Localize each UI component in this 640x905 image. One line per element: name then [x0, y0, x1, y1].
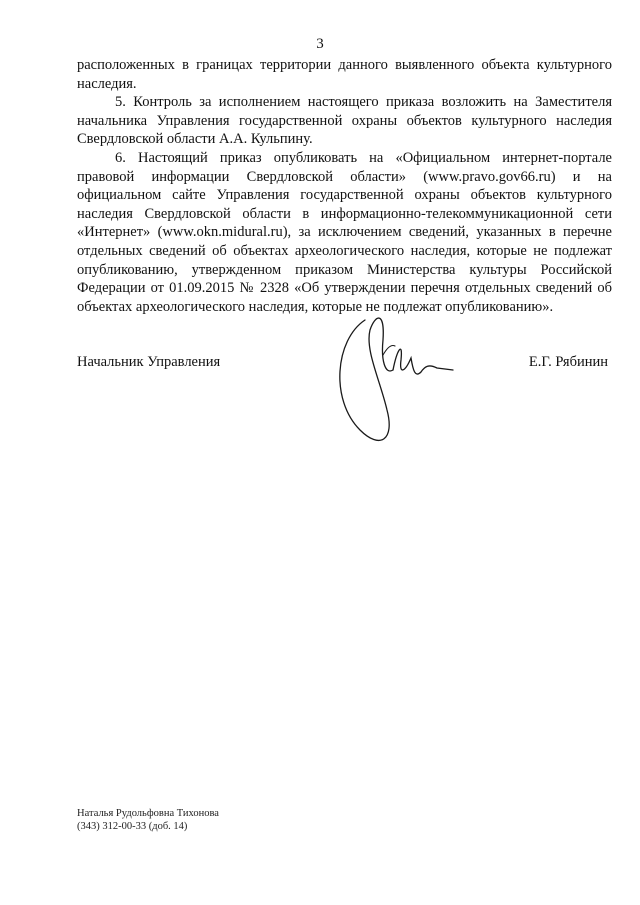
- footer-contact: [77, 807, 219, 833]
- paragraph-continuation: расположенных в границах территории данного выявленного объекта культурного наследия.: [77, 57, 612, 92]
- page-number: 3: [316, 36, 324, 52]
- paragraph-6: 6. Настоящий приказ опубликовать на «Официальном интернет-портале правовой информации Свердловской области» (www.pravo.gov66.ru) и на официальном сайте Управления государственной охраны объектов культурного наследия Свердловской области в информационно-телекоммуникационной сети «Интернет» (www.okn.midural.ru), за исключением сведений, указанных в перечне отдельных сведений об объектах археологического наследия, которые не подлежат опубликованию, утвержденном приказом Министерства культуры Российской Федерации от 01.09.2015 № 2328 «Об утверждении перечня отдельных сведений об объектах археологического наследия, которые не подлежат опубликованию».: [77, 149, 612, 315]
- document-body: [77, 56, 612, 316]
- paragraph-5: 5. Контроль за исполнением настоящего приказа возложить на Заместителя начальника Управления государственной охраны объектов культурного наследия Свердловской области А.А. Кульпину.: [77, 94, 612, 148]
- signer-name: Е.Г. Рябинин: [528, 354, 608, 370]
- contact-phone: (343) 312-00-33 (доб. 14): [77, 821, 188, 832]
- position-title: Начальник Управления: [77, 354, 221, 370]
- handwritten-signature: [325, 300, 465, 460]
- contact-name: Наталья Рудольфовна Тихонова: [77, 808, 219, 819]
